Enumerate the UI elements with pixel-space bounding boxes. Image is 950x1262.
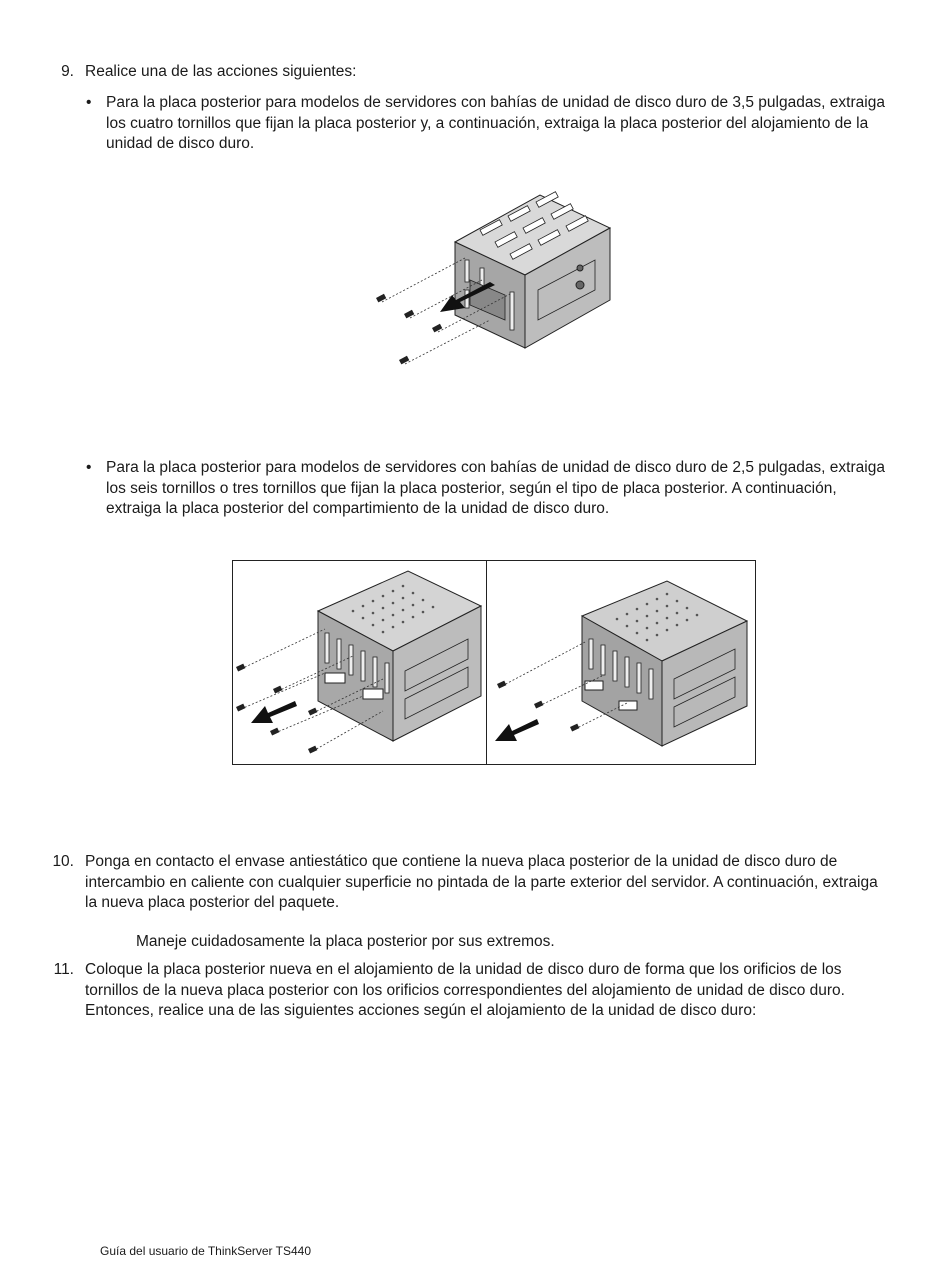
step-number: 9. [61,63,74,80]
page-footer: Guía del usuario de ThinkServer TS440 [100,1244,312,1258]
step-note: Maneje cuidadosamente la placa posterior por sus extremos. [136,933,555,950]
bullet-text: Para la placa posterior para modelos de servidores con bahías de unidad de disco duro de 3,5 pulgadas, extraiga los cuatro tornillos que fijan la placa posterior y, a continuación, extraiga la placa posterior del alojamiento de la unidad de disco duro. [106,94,885,152]
drive-cage-2-5-six-screws-illustration [233,561,486,764]
step-number: 11. [53,961,74,978]
step-text: Ponga en contacto el envase antiestático que contiene la nueva placa posterior de la unidad de disco duro de intercambio en caliente con cualquier superficie no pintada de la parte exterior del servidor. A continuación, extraiga la nueva placa posterior del paquete. [85,853,878,911]
drive-cage-3-5-illustration [370,190,620,375]
drive-cage-2-5-three-screws-illustration [487,561,753,764]
drive-cage-2-5-figure [232,560,756,765]
bullet-marker: • [86,94,92,111]
step-text: Coloque la placa posterior nueva en el alojamiento de la unidad de disco duro de forma que los orificios de los tornillos de la nueva placa posterior con los orificios correspondientes del alojamiento de unidad de disco duro. Entonces, realice una de las siguientes acciones según el alojamiento de la unidad de disco duro: [85,961,845,1019]
step-number: 10. [52,853,74,870]
bullet-text: Para la placa posterior para modelos de servidores con bahías de unidad de disco duro de 2,5 pulgadas, extraiga los seis tornillos o tres tornillos que fijan la placa posterior, según el tipo de placa posterior. A continuación, extraiga la placa posterior del compartimiento de la unidad de disco duro. [106,459,885,517]
step-text: Realice una de las acciones siguientes: [85,63,357,80]
bullet-marker: • [86,459,92,476]
